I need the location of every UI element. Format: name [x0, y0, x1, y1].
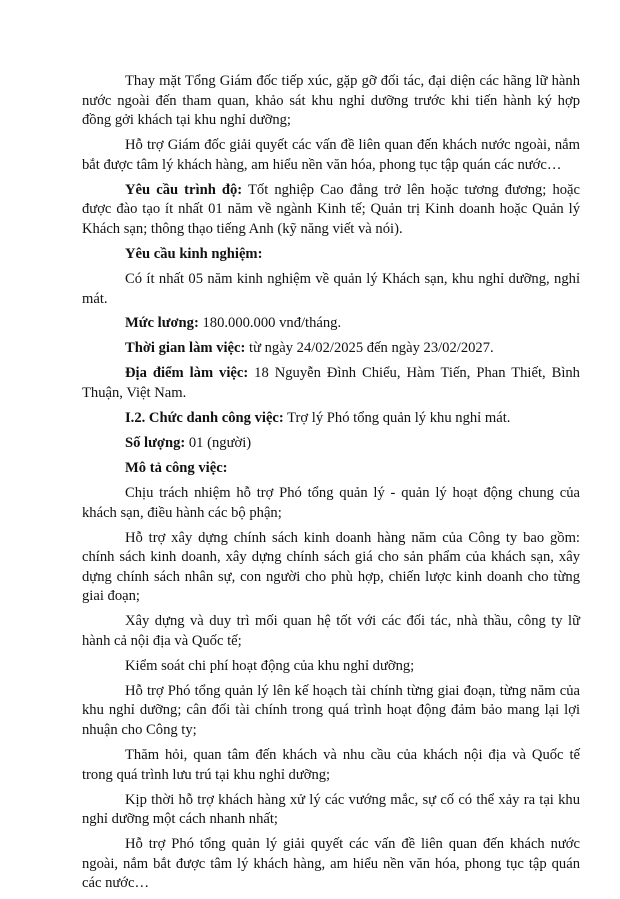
para-bold-lead: Yêu cầu kinh nghiệm: [125, 245, 263, 262]
paragraph-experience-detail [82, 270, 580, 309]
paragraph-duty-issue-handling [82, 791, 580, 830]
paragraph-foreign-guest-support [82, 136, 580, 175]
para-text: Có ít nhất 05 năm kinh nghiệm về quản lý Khách sạn, khu nghỉ dưỡng, nghỉ mát. [82, 270, 580, 307]
paragraph-job-title [82, 409, 580, 429]
para-text: Trợ lý Phó tổng quản lý khu nghỉ mát. [283, 410, 511, 427]
para-bold-lead: I.2. Chức danh công việc: [125, 410, 284, 427]
paragraph-duty-business-policy [82, 529, 580, 607]
paragraph-duty-foreign-guest-issues [82, 835, 580, 894]
paragraph-quantity [82, 434, 580, 454]
paragraph-duty-support-management [82, 484, 580, 523]
para-text: Thăm hỏi, quan tâm đến khách và nhu cầu của khách nội địa và Quốc tế trong quá trình lưu trú tại khu nghỉ dưỡng; [82, 747, 580, 783]
para-text: Thay mặt Tổng Giám đốc tiếp xúc, gặp gỡ đối tác, đại diện các hãng lữ hành nước ngoài đến tham quan, khảo sát khu nghỉ dưỡng trước khi tiến hành ký hợp đồng gởi khách tại khu nghỉ dưỡng; [82, 73, 580, 129]
para-bold-lead: Số lượng: [125, 435, 186, 452]
para-text: Hỗ trợ Giám đốc giải quyết các vấn đề liên quan đến khách nước ngoài, nắm bắt được tâm lý khách hàng, am hiểu nền văn hóa, phong tục tập quán các nước… [82, 137, 580, 173]
para-bold-lead: Địa điểm làm việc: [125, 365, 249, 382]
paragraph-representative-duty [82, 72, 580, 131]
para-text: 18 Nguyễn Đình Chiểu, Hàm Tiến, Phan Thiết, Bình Thuận, Việt Nam. [82, 365, 580, 402]
para-text: 180.000.000 vnđ/tháng. [198, 315, 342, 332]
para-text: Xây dựng và duy trì mối quan hệ tốt với các đối tác, nhà thầu, công ty lữ hành cả nội địa và Quốc tế; [82, 613, 580, 649]
para-bold-lead: Mức lương: [125, 315, 199, 332]
para-text: Tốt nghiệp Cao đẳng trở lên hoặc tương đương; hoặc được đào tạo ít nhất 01 năm về ngành Kinh tế; Quản trị Kinh doanh hoặc Quản lý Khách sạn; thông thạo tiếng Anh (kỹ năng viết và nói). [82, 181, 580, 237]
paragraph-duty-partner-relations [82, 612, 580, 651]
paragraph-work-location [82, 364, 580, 403]
para-bold-lead: Thời gian làm việc: [125, 340, 246, 357]
para-text: Kịp thời hỗ trợ khách hàng xử lý các vướng mắc, sự cố có thể xảy ra tại khu nghỉ dưỡng một cách nhanh nhất; [82, 791, 580, 828]
heading-experience-requirement [82, 245, 580, 265]
paragraph-education-requirement [82, 181, 580, 240]
para-text: 01 (người) [185, 435, 252, 452]
heading-job-description [82, 459, 580, 479]
para-text: Chịu trách nhiệm hỗ trợ Phó tổng quản lý - quản lý hoạt động chung của khách sạn, điều hành các bộ phận; [82, 484, 580, 521]
para-text: Hỗ trợ xây dựng chính sách kinh doanh hàng năm của Công ty bao gồm: chính sách kinh doanh, xây dựng chính sách giá cho sản phẩm của khách sạn, xây dựng chính sách nhân sự, con người cho phù hợp, chiến lược kinh doanh cho từng giai đoạn; [82, 529, 580, 605]
document-body [82, 72, 580, 899]
para-text: Kiểm soát chi phí hoạt động của khu nghỉ dưỡng; [125, 657, 415, 674]
paragraph-salary [82, 314, 580, 334]
para-bold-lead: Mô tả công việc: [125, 460, 228, 476]
paragraph-duty-guest-care [82, 746, 580, 785]
paragraph-duty-cost-control [82, 657, 580, 677]
para-bold-lead: Yêu cầu trình độ: [125, 181, 243, 198]
paragraph-duty-financial-planning [82, 682, 580, 741]
para-text: Hỗ trợ Phó tổng quản lý lên kế hoạch tài chính từng giai đoạn, từng năm của khu nghỉ dưỡng; cân đối tài chính trong quá trình hoạt động đảm bảo mang lại lợi nhuận cho Công ty; [82, 682, 580, 739]
para-text: từ ngày 24/02/2025 đến ngày 23/02/2027. [245, 340, 494, 357]
paragraph-working-period [82, 339, 580, 359]
para-text: Hỗ trợ Phó tổng quản lý giải quyết các vấn đề liên quan đến khách nước ngoài, nắm bắt được tâm lý khách hàng, am hiểu nền văn hóa, phong tục tập quán các nước… [82, 836, 580, 892]
